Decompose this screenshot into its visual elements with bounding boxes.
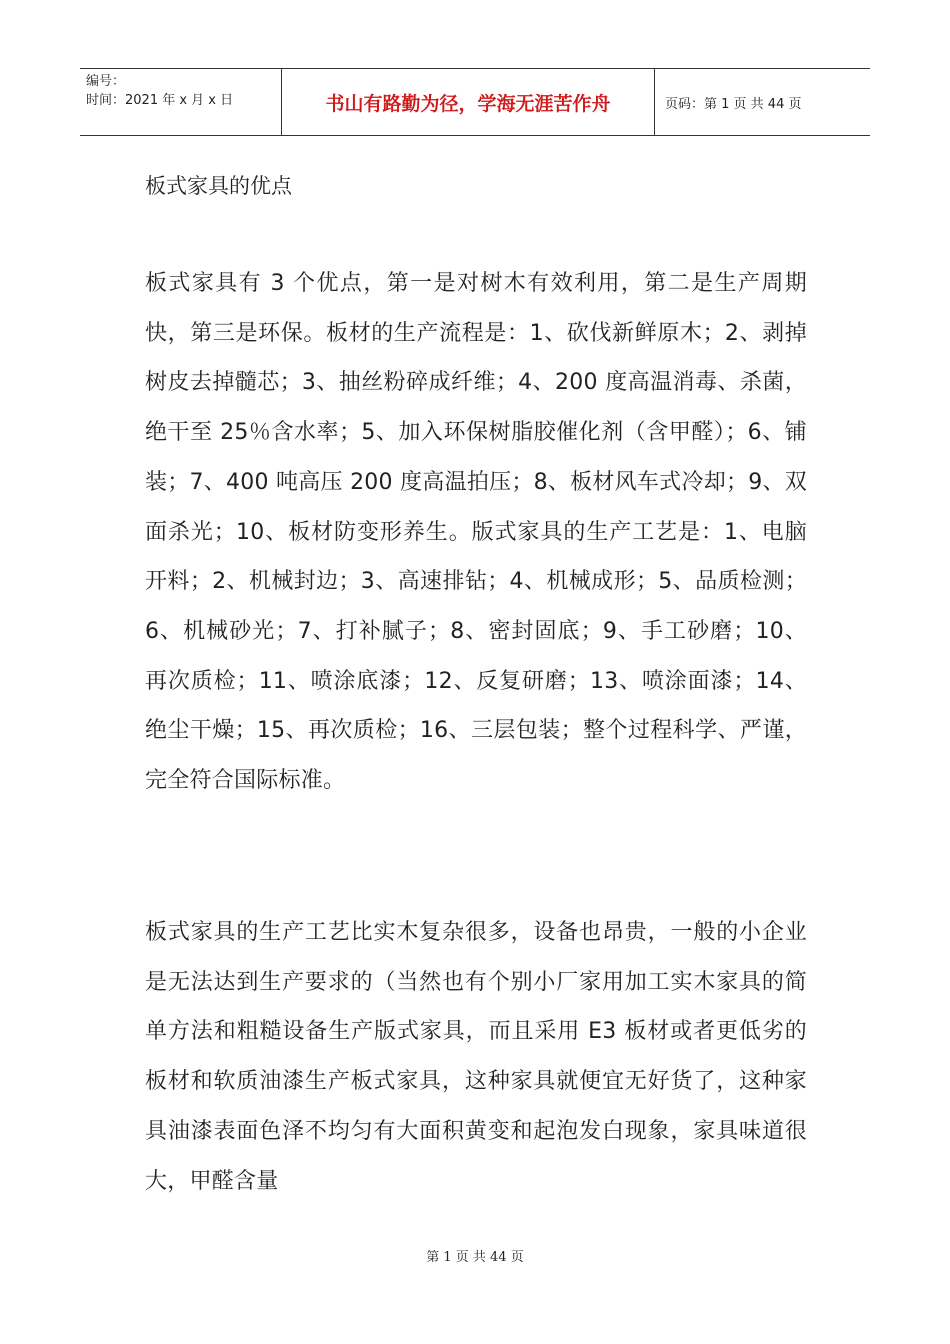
- document-date-label: 时间：2021 年 x 月 x 日: [86, 93, 234, 108]
- page-footer: 第 1 页 共 44 页: [426, 1250, 524, 1265]
- document-number-label: 编号：: [86, 74, 126, 89]
- page-header: [80, 68, 870, 136]
- body-paragraph: 板式家具的生产工艺比实木复杂很多，设备也昂贵，一般的小企业是无法达到生产要求的（当然也有个别小厂家用加工实木家具的简单方法和粗糙设备生产版式家具，而且采用 E3 板材或者更低劣的板材和软质油漆生产板式家具，这种家具就便宜无好货了，这种家具油漆表面色泽不均匀有大面积黄变和起泡发白现象，家具味道很大，甲醛含量: [145, 920, 807, 1194]
- header-motto: 书山有路勤为径，学海无涯苦作舟: [325, 92, 611, 115]
- body-paragraph: 板式家具有 3 个优点，第一是对树木有效利用，第二是生产周期快，第三是环保。板材的生产流程是：1、砍伐新鲜原木；2、剥掉树皮去掉髓芯；3、抽丝粉碎成纤维；4、200 度高温消毒、杀菌，绝干至 25％含水率；5、加入环保树脂胶催化剂（含甲醛）；6、铺装；7、400 吨高压 200 度高温拍压；8、板材风车式冷却；9、双面杀光；10、板材防变形养生。版式家具的生产工艺是：1、电脑开料；2、机械封边；3、高速排钻；4、机械成形；5、品质检测；6、机械砂光；7、打补腻子；8、密封固底；9、手工砂磨；10、再次质检；11、喷涂底漆；12、反复研磨；13、喷涂面漆；14、绝尘干燥；15、再次质检；16、三层包装；整个过程科学、严谨，完全符合国际标准。: [145, 271, 807, 794]
- header-motto-cell: [282, 69, 655, 135]
- header-meta: [80, 69, 282, 135]
- document-title: 板式家具的优点: [145, 174, 292, 198]
- header-page-info: 页码：第 1 页 共 44 页: [665, 96, 802, 112]
